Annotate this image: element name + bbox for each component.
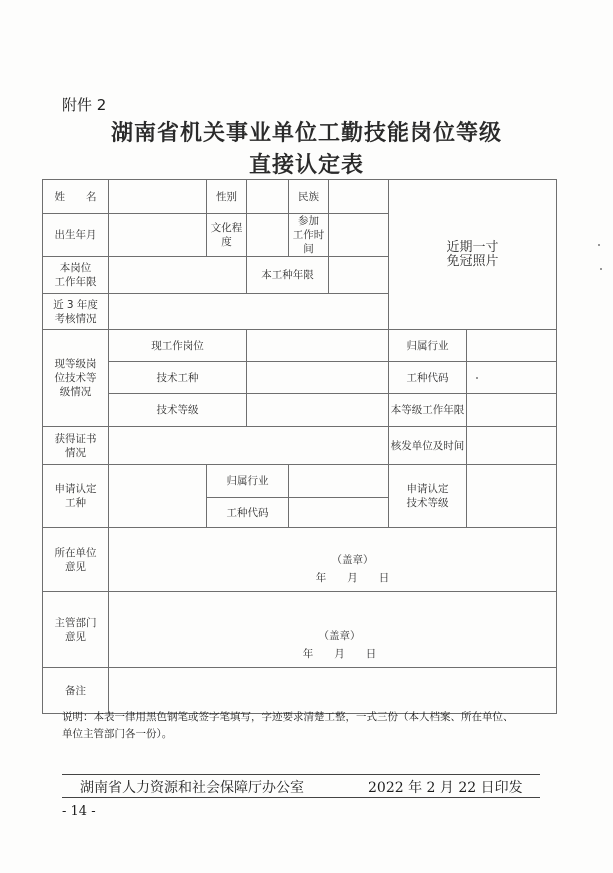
tech-level-field[interactable] bbox=[247, 394, 389, 427]
unit-opinion-label-line1: 所在单位 bbox=[54, 546, 97, 559]
apply-industry-label: 归属行业 bbox=[207, 465, 289, 498]
unit-opinion-field[interactable] bbox=[109, 528, 557, 592]
name-label: 姓 名 bbox=[43, 180, 109, 214]
footer-organization: 湖南省人力资源和社会保障厅办公室 bbox=[80, 780, 304, 796]
apply-code-label: 工种代码 bbox=[207, 498, 289, 528]
gender-field[interactable] bbox=[247, 180, 289, 214]
apply-level-field[interactable] bbox=[467, 465, 557, 528]
unit-opinion-label bbox=[43, 528, 109, 592]
current-level-label-line2: 位技术等 bbox=[54, 372, 97, 384]
unit-opinion-label-line2: 意见 bbox=[65, 560, 86, 573]
name-field[interactable] bbox=[109, 180, 207, 214]
work-start-label-line1: 参加 bbox=[298, 215, 319, 227]
apply-trade-label-line2: 工种 bbox=[65, 497, 86, 509]
note-line1: 说明：本表一律用黑色钢笔或签字笔填写，字迹要求清楚工整，一式三份（本人档案、所在单位、 bbox=[62, 711, 514, 723]
dept-seal-text: （盖章） bbox=[318, 630, 361, 642]
current-level-label-line1: 现等级岗 bbox=[54, 358, 97, 370]
certificate-label-line1: 获得证书 bbox=[54, 432, 97, 445]
issuer-field[interactable] bbox=[467, 427, 557, 465]
work-start-field[interactable] bbox=[329, 214, 389, 257]
page-title: 湖南省机关事业单位工勤技能岗位等级 bbox=[110, 120, 502, 146]
issuer-label: 核发单位及时间 bbox=[389, 427, 467, 465]
apply-code-field[interactable] bbox=[289, 498, 389, 528]
gender-label: 性别 bbox=[207, 180, 247, 214]
note-line2: 单位主管部门各一份）。 bbox=[62, 728, 173, 740]
dept-opinion-label-line1: 主管部门 bbox=[54, 616, 97, 629]
trade-years-label: 本工种年限 bbox=[247, 257, 329, 294]
assessment-label-line1: 近 3 年度 bbox=[53, 298, 98, 311]
page-subtitle: 直接认定表 bbox=[248, 152, 364, 178]
dept-date-text: 年 月 日 bbox=[302, 648, 377, 660]
footer-rule-top bbox=[62, 774, 540, 775]
footer-print-date: 2022 年 2 月 22 日印发 bbox=[368, 780, 523, 796]
education-label-line2: 度 bbox=[221, 236, 232, 248]
education-label-line1: 文化程 bbox=[210, 222, 243, 234]
footer-rule-bottom bbox=[62, 797, 540, 798]
apply-level-label-line2: 技术等级 bbox=[406, 497, 449, 509]
apply-level-label bbox=[389, 465, 467, 528]
tech-level-label: 技术等级 bbox=[109, 394, 247, 427]
education-field[interactable] bbox=[247, 214, 289, 257]
form-note bbox=[62, 709, 562, 743]
scan-speck bbox=[476, 377, 478, 379]
certificate-field[interactable] bbox=[109, 427, 389, 465]
birth-field[interactable] bbox=[109, 214, 207, 257]
current-level-label-line3: 级情况 bbox=[59, 386, 92, 398]
dept-opinion-field[interactable] bbox=[109, 592, 557, 668]
remark-label: 备注 bbox=[43, 668, 109, 714]
photo-label-line1: 近期一寸 bbox=[446, 239, 499, 255]
post-years-label-line1: 本岗位 bbox=[59, 262, 92, 274]
apply-industry-field[interactable] bbox=[289, 465, 389, 498]
birth-label: 出生年月 bbox=[43, 214, 109, 257]
current-post-field[interactable] bbox=[247, 330, 389, 362]
certificate-label bbox=[43, 427, 109, 465]
level-years-label: 本等级工作年限 bbox=[389, 394, 467, 427]
post-years-label-line2: 工作年限 bbox=[54, 276, 97, 288]
unit-seal-text: （盖章） bbox=[331, 554, 374, 566]
dept-opinion-label bbox=[43, 592, 109, 668]
scan-speck bbox=[598, 244, 600, 246]
level-years-field[interactable] bbox=[467, 394, 557, 427]
current-level-label bbox=[43, 330, 109, 427]
assessment-field[interactable] bbox=[109, 294, 389, 330]
work-start-label-line2: 工作时间 bbox=[292, 229, 325, 255]
apply-trade-label-line1: 申请认定 bbox=[54, 483, 97, 495]
trade-code-label: 工种代码 bbox=[389, 362, 467, 394]
trade-code-field[interactable] bbox=[467, 362, 557, 394]
assessment-label-line2: 考核情况 bbox=[54, 312, 97, 325]
photo-box[interactable] bbox=[389, 180, 557, 330]
post-years-field[interactable] bbox=[109, 257, 247, 294]
current-post-label: 现工作岗位 bbox=[109, 330, 247, 362]
scan-speck bbox=[600, 268, 602, 270]
industry-field[interactable] bbox=[467, 330, 557, 362]
ethnicity-field[interactable] bbox=[329, 180, 389, 214]
tech-trade-field[interactable] bbox=[247, 362, 389, 394]
certificate-label-line2: 情况 bbox=[65, 446, 86, 459]
certification-form-table bbox=[42, 179, 557, 714]
work-start-label bbox=[289, 214, 329, 257]
apply-level-label-line1: 申请认定 bbox=[406, 483, 449, 495]
industry-label: 归属行业 bbox=[389, 330, 467, 362]
ethnicity-label: 民族 bbox=[289, 180, 329, 214]
post-years-label bbox=[43, 257, 109, 294]
trade-years-field[interactable] bbox=[329, 257, 389, 294]
assessment-label bbox=[43, 294, 109, 330]
page-number: - 14 - bbox=[62, 804, 96, 819]
education-label bbox=[207, 214, 247, 257]
photo-label-line2: 免冠照片 bbox=[446, 253, 499, 269]
tech-trade-label: 技术工种 bbox=[109, 362, 247, 394]
apply-trade-field[interactable] bbox=[109, 465, 207, 528]
attachment-label: 附件 2 bbox=[62, 96, 107, 114]
apply-trade-label bbox=[43, 465, 109, 528]
dept-opinion-label-line2: 意见 bbox=[65, 630, 86, 643]
unit-date-text: 年 月 日 bbox=[315, 572, 390, 584]
remark-field[interactable] bbox=[109, 668, 557, 714]
